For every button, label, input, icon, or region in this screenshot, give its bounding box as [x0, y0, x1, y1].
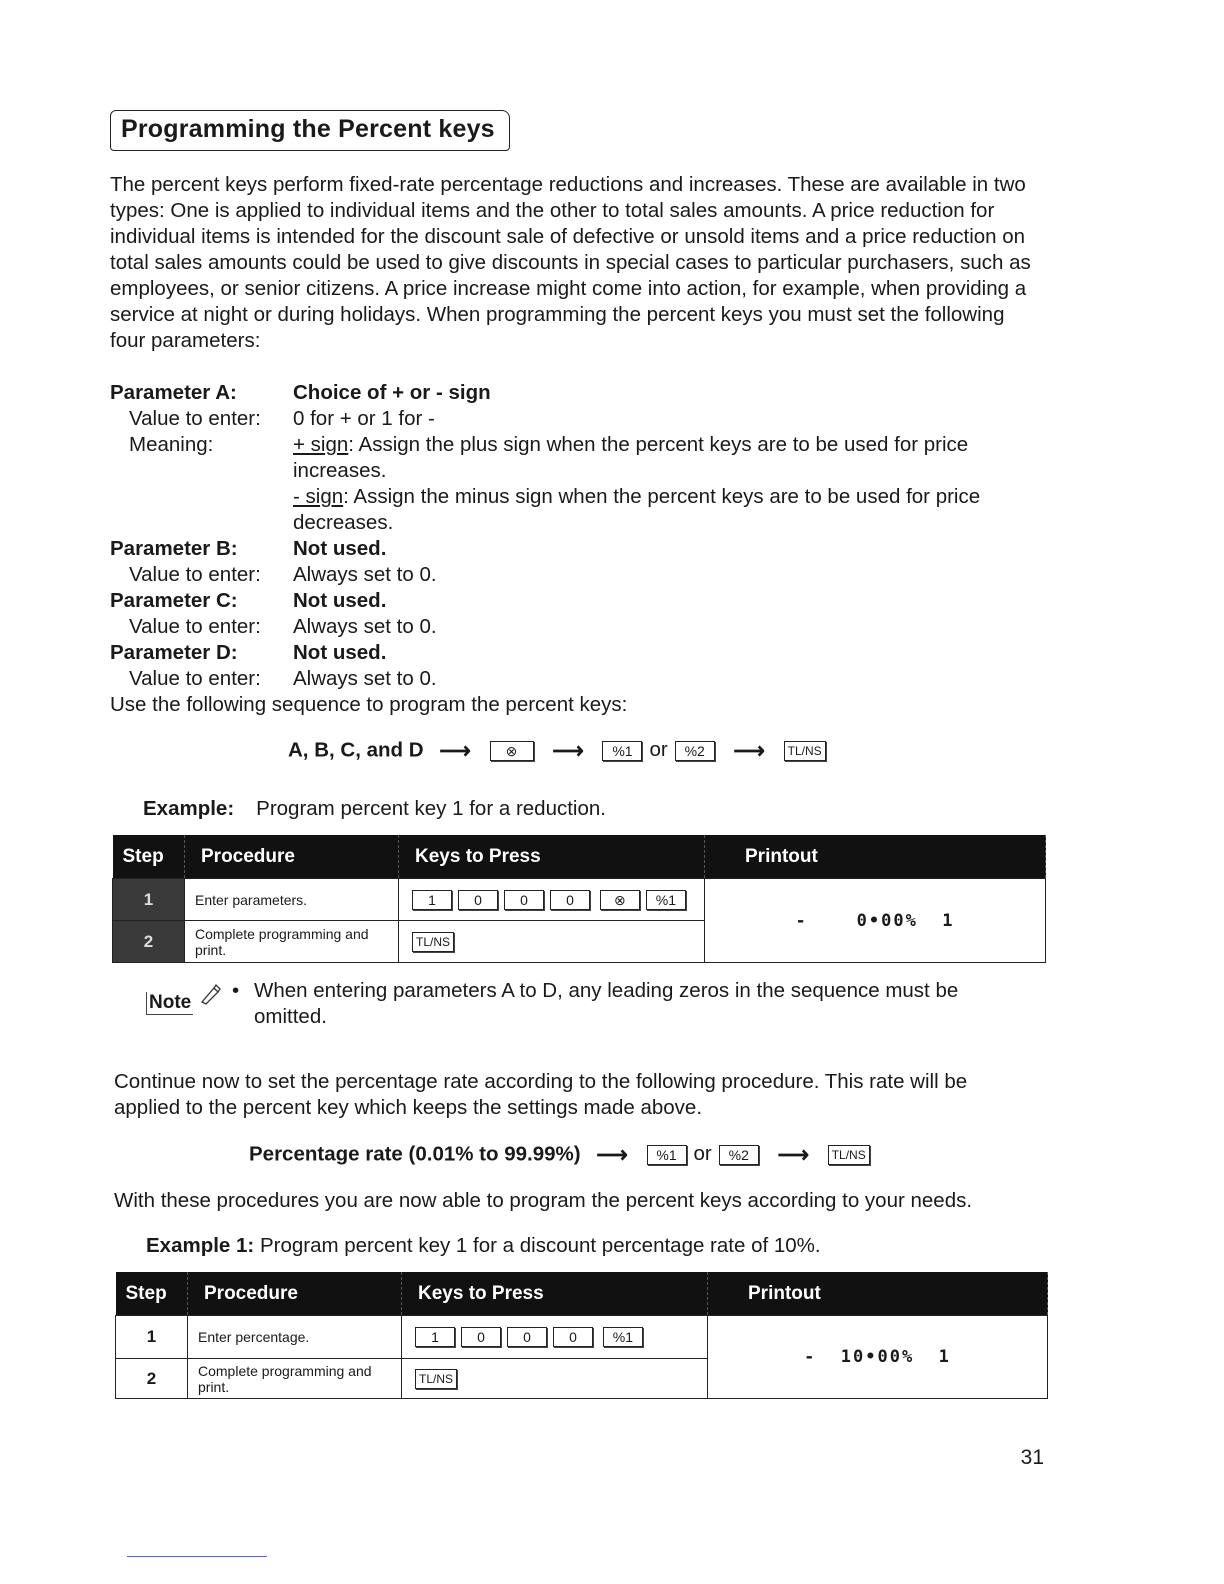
header-keys: Keys to Press: [399, 835, 705, 879]
param-c-enter-label: Value to enter:: [129, 615, 261, 638]
param-a-enter-label: Value to enter:: [129, 407, 261, 430]
printout: - 0•00% 1: [705, 879, 1046, 963]
param-b-value: Not used.: [293, 537, 387, 560]
key-tlns: TL/NS: [412, 932, 454, 952]
param-d-label: Parameter D:: [110, 641, 238, 664]
printout: - 10•00% 1: [708, 1316, 1048, 1399]
key-tlns: TL/NS: [784, 741, 826, 761]
continue-paragraph: Continue now to set the percentage rate according to the following procedure. This rate will be applied to the percent key which keeps the settings made above.: [114, 1070, 968, 1119]
key-x: ⊗: [600, 890, 640, 910]
arrow-right-icon: ⟶: [777, 1142, 810, 1167]
note-icon: [146, 982, 226, 1022]
sequence-2: [249, 1142, 873, 1168]
key-x: ⊗: [490, 741, 534, 761]
param-c-enter: Always set to 0.: [293, 615, 437, 638]
key-percent1: %1: [646, 890, 686, 910]
key-0: 0: [553, 1327, 593, 1347]
plus-text: : Assign the plus sign when the percent keys are to be used for price increases.: [293, 433, 969, 482]
key-percent2: %2: [675, 741, 715, 761]
note-text: [232, 978, 1022, 1030]
param-b-enter-label: Value to enter:: [129, 563, 261, 586]
key-0: 0: [550, 890, 590, 910]
bullet: •: [232, 979, 240, 1002]
seq2-or: or: [693, 1142, 712, 1166]
step-number: 2: [113, 921, 185, 963]
step-keys: [402, 1359, 708, 1399]
plus-term: + sign: [293, 433, 349, 456]
header-keys: Keys to Press: [402, 1272, 708, 1316]
note-label: Note: [146, 992, 193, 1015]
page-number: 31: [1020, 1446, 1044, 1469]
key-percent2: %2: [719, 1145, 759, 1165]
pencil-icon: [198, 982, 222, 1006]
example-line: [143, 796, 606, 822]
seq1-or: or: [649, 738, 668, 762]
param-c-value: Not used.: [293, 589, 387, 612]
meaning-label: Meaning:: [129, 433, 214, 456]
key-tlns: TL/NS: [415, 1369, 457, 1389]
key-percent1: %1: [602, 741, 642, 761]
header-printout: Printout: [705, 835, 1046, 879]
param-a-enter: 0 for + or 1 for -: [293, 407, 435, 430]
page-title: Programming the Percent keys: [110, 110, 510, 151]
header-procedure: Procedure: [188, 1272, 402, 1316]
param-a-value: Choice of + or - sign: [293, 381, 491, 404]
table-row: [116, 1316, 1048, 1359]
param-a-label: Parameter A:: [110, 381, 237, 404]
step-number: 1: [116, 1316, 188, 1359]
parameter-list: [110, 380, 1050, 718]
param-b-label: Parameter B:: [110, 537, 238, 560]
param-b-enter: Always set to 0.: [293, 563, 437, 586]
arrow-right-icon: ⟶: [439, 738, 471, 763]
key-0: 0: [461, 1327, 501, 1347]
seq1-lead: A, B, C, and D: [288, 738, 424, 762]
step-keys: [399, 921, 705, 963]
step-number: 1: [113, 879, 185, 921]
minus-term: - sign: [293, 485, 344, 508]
meaning-plus: [293, 432, 1050, 484]
param-d-enter-label: Value to enter:: [129, 667, 261, 690]
example-label: Example:: [143, 797, 235, 820]
steps-table-2: [115, 1272, 1048, 1399]
table-row: [113, 879, 1046, 921]
footer-rule: [127, 1556, 267, 1557]
header-step: Step: [116, 1272, 188, 1316]
key-0: 0: [507, 1327, 547, 1347]
key-0: 0: [504, 890, 544, 910]
meaning-minus: [293, 484, 1050, 536]
example1-label: Example 1:: [146, 1234, 255, 1257]
step-number: 2: [116, 1359, 188, 1399]
minus-text: : Assign the minus sign when the percent keys are to be used for price decreases.: [293, 485, 981, 534]
arrow-right-icon: ⟶: [552, 738, 584, 763]
with-paragraph: With these procedures you are now able to program the percent keys according to your needs.: [114, 1189, 973, 1212]
key-percent1: %1: [603, 1327, 643, 1347]
key-0: 0: [458, 890, 498, 910]
steps-table-1: [112, 835, 1046, 963]
example1-line: [146, 1233, 821, 1259]
example1-text: Program percent key 1 for a discount percentage rate of 10%.: [259, 1234, 821, 1257]
arrow-right-icon: ⟶: [733, 738, 765, 763]
arrow-right-icon: ⟶: [596, 1142, 628, 1167]
step-procedure: Enter percentage.: [188, 1316, 402, 1359]
seq2-lead: Percentage rate (0.01% to 99.99%): [249, 1142, 581, 1166]
key-1: 1: [415, 1327, 455, 1347]
intro-paragraph: The percent keys perform fixed-rate percentage reductions and increases. These are available in two types: One is applied to individual items and the other to total sales amounts. A price reduction for individual items is intended for the discount sale of defective or unsold items and a price reduction on total sales amounts could be used to give discounts in special cases to particular purchasers, such as employees, or senior citizens. A price increase might come into action, for example, when providing a service at night or during holidays. When programming the percent keys you must set the following four parameters:: [110, 173, 1031, 352]
header-printout: Printout: [708, 1272, 1048, 1316]
step-keys: [399, 879, 705, 921]
header-step: Step: [113, 835, 185, 879]
sequence-intro: Use the following sequence to program the percent keys:: [110, 693, 628, 716]
key-percent1: %1: [647, 1145, 687, 1165]
step-procedure: Complete programming and print.: [185, 921, 399, 963]
step-procedure: Complete programming and print.: [188, 1359, 402, 1399]
step-keys: [402, 1316, 708, 1359]
note-body: When entering parameters A to D, any leading zeros in the sequence must be omitted.: [254, 979, 959, 1028]
sequence-1: [288, 738, 829, 764]
param-d-enter: Always set to 0.: [293, 667, 437, 690]
param-c-label: Parameter C:: [110, 589, 238, 612]
step-procedure: Enter parameters.: [185, 879, 399, 921]
key-tlns: TL/NS: [828, 1145, 870, 1165]
header-procedure: Procedure: [185, 835, 399, 879]
example-text: Program percent key 1 for a reduction.: [256, 797, 606, 820]
key-1: 1: [412, 890, 452, 910]
param-d-value: Not used.: [293, 641, 387, 664]
